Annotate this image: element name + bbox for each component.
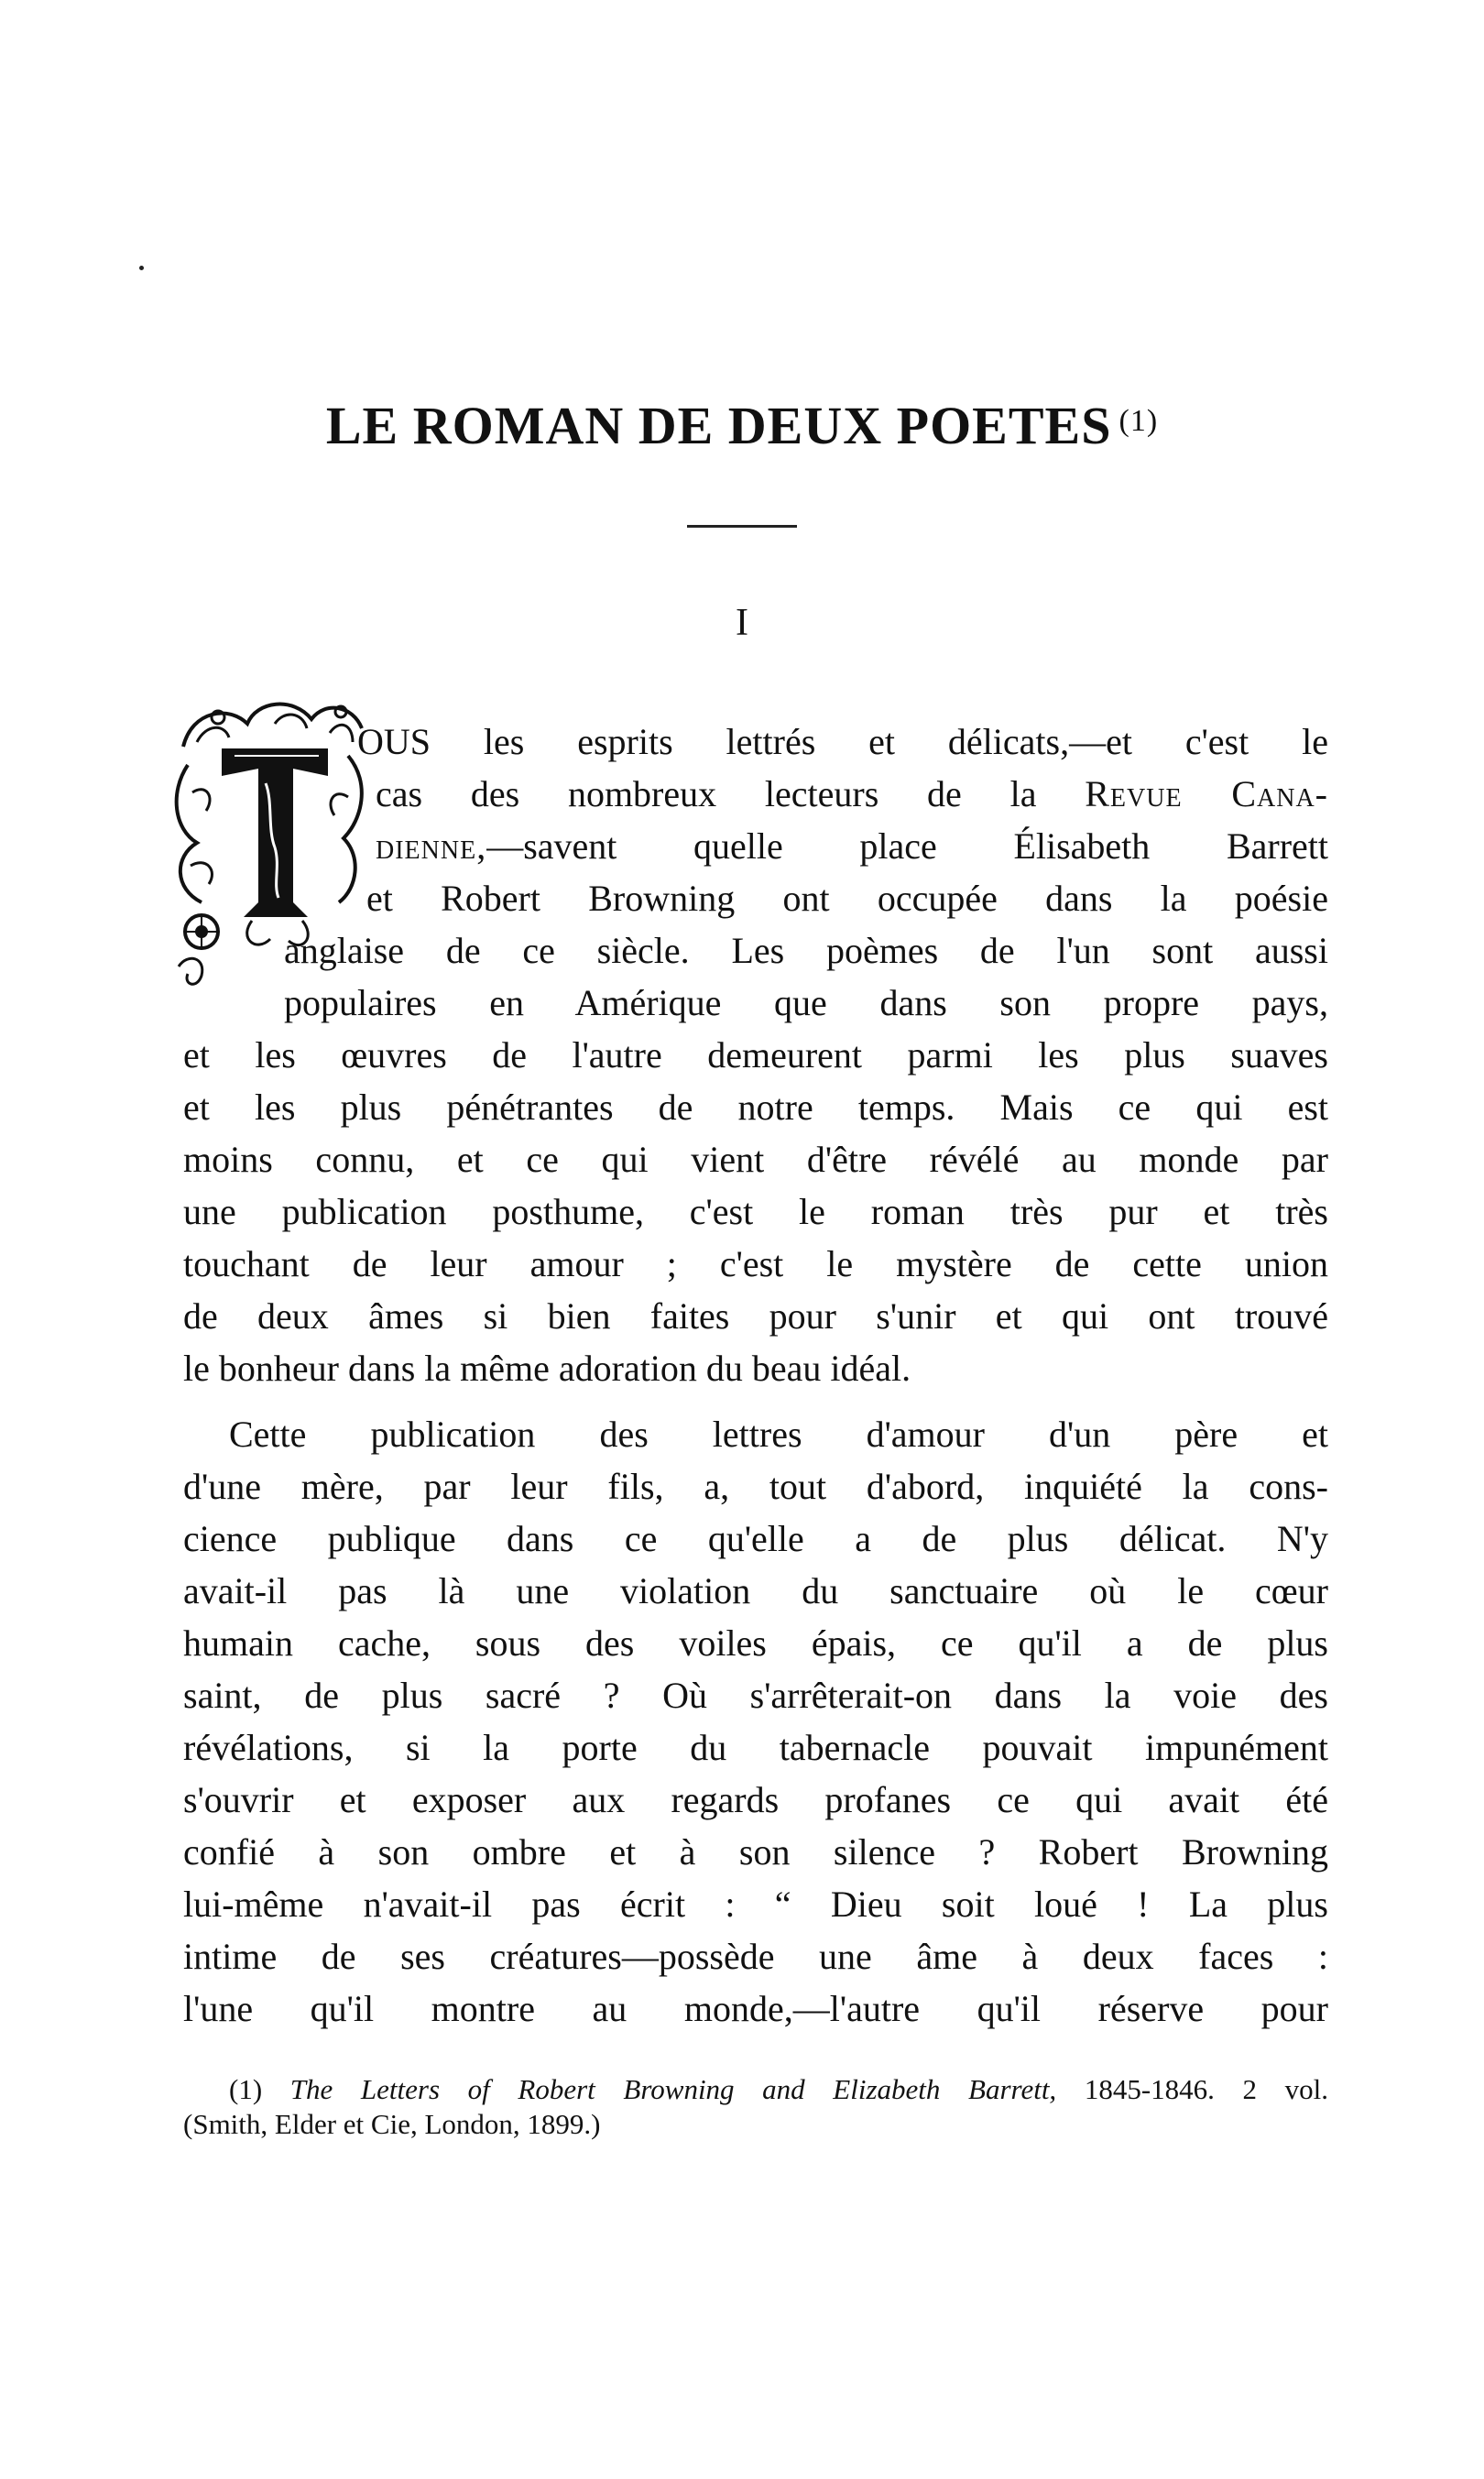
body-line: saint, de plus sacré ? Où s'arrêterait-on dans la voie des [183,1675,1328,1716]
body-line: de deux âmes si bien faites pour s'unir et qui ont trouvé [183,1295,1328,1337]
journal-name-smallcaps: dienne, [376,825,487,867]
body-line [376,771,1328,817]
title-footnote-marker: (1) [1118,404,1159,438]
body-line: s'ouvrir et exposer aux regards profanes ce qui avait été [183,1779,1328,1820]
body-line: et les plus pénétrantes de notre temps. Mais ce qui est [183,1087,1328,1128]
body-line: d'une mère, par leur fils, a, tout d'abord, inquiété la cons- [183,1466,1328,1507]
body-line: confié à son ombre et à son silence ? Robert Browning [183,1831,1328,1873]
title-rule [687,525,797,528]
footnote-line: (Smith, Elder et Cie, London, 1899.) [183,2108,601,2140]
footnote-book-title: The Letters of Robert Browning and Elizabeth Barrett, [289,2073,1057,2105]
body-line: et les œuvres de l'autre demeurent parmi les plus suaves [183,1034,1328,1076]
body-line [376,824,1328,869]
body-line: l'une qu'il montre au monde,—l'autre qu'il réserve pour [183,1988,1328,2029]
body-line: humain cache, sous des voiles épais, ce qu'il a de plus [183,1622,1328,1664]
body-line: Cette publication des lettres d'amour d'un père et [229,1414,1328,1455]
body-text: cas des nombreux lecteurs de la [376,773,1037,814]
body-line: touchant de leur amour ; c'est le mystère de cette union [183,1243,1328,1284]
body-line: populaires en Amérique que dans son propre pays, [284,982,1328,1023]
body-text: —savent quelle place Élisabeth Barrett [486,825,1328,867]
body-line: anglaise de ce siècle. Les poèmes de l'un sont aussi [284,930,1328,971]
body-line: OUS les esprits lettrés et délicats,—et c'est le [357,721,1328,762]
body-line: le bonheur dans la même adoration du beau idéal. [183,1348,911,1389]
footnote-text: 1845-1846. 2 vol. [1084,2073,1329,2105]
body-line: intime de ses créatures—possède une âme à deux faces : [183,1936,1328,1977]
title-text: LE ROMAN DE DEUX POETES [325,396,1112,455]
body-line: et Robert Browning ont occupée dans la poésie [366,878,1328,919]
footnote-marker: (1) [229,2073,263,2105]
body-line: une publication posthume, c'est le roman très pur et très [183,1191,1328,1232]
body-line: moins connu, et ce qui vient d'être révélé au monde par [183,1139,1328,1180]
footnote-line [229,2072,1328,2107]
body-line: avait-il pas là une violation du sanctuaire où le cœur [183,1570,1328,1611]
stray-ink-dot [139,266,144,270]
body-line: lui-même n'avait-il pas écrit : “ Dieu soit loué ! La plus [183,1884,1328,1925]
journal-name-smallcaps: Revue Cana- [1085,773,1328,814]
body-line: cience publique dans ce qu'elle a de plus délicat. N'y [183,1518,1328,1559]
page-title [0,389,1484,458]
body-line: révélations, si la porte du tabernacle pouvait impunément [183,1727,1328,1768]
section-numeral: I [736,602,748,644]
